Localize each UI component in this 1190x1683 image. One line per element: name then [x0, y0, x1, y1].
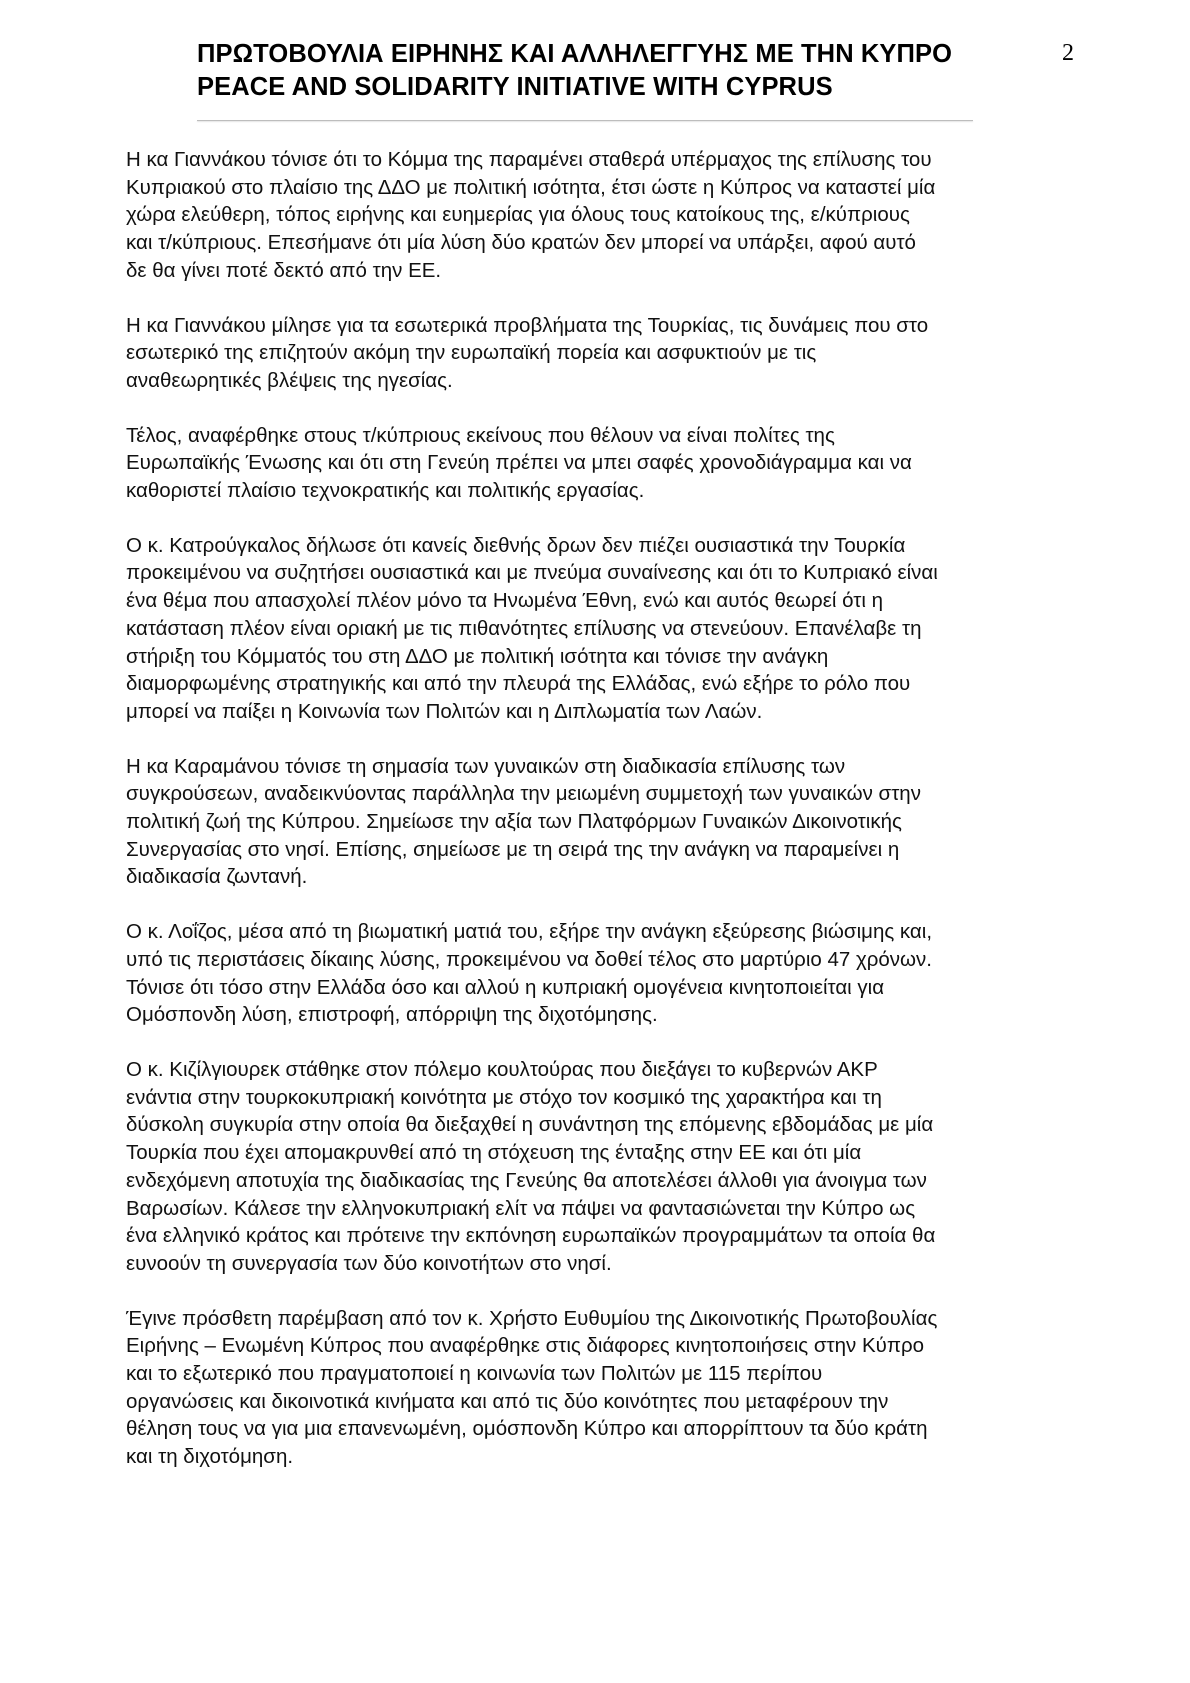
text-line: διαδικασία ζωντανή.: [126, 865, 308, 889]
text-line: δε θα γίνει ποτέ δεκτό από την ΕΕ.: [126, 258, 442, 282]
text-line: και το εξωτερικό που πραγματοποιεί η κοινωνία των Πολιτών με 115 περίπου: [126, 1362, 823, 1386]
paragraph: [126, 312, 1076, 395]
text-line: και τ/κύπριους. Επεσήμανε ότι μία λύση δύο κρατών δεν μπορεί να υπάρξει, αφού αυτό: [126, 231, 916, 255]
text-line: Έγινε πρόσθετη παρέμβαση από τον κ. Χρήστο Ευθυμίου της Δικοινοτικής Πρωτοβουλίας: [126, 1306, 938, 1330]
page-number: 2: [1062, 40, 1074, 66]
text-line: Συνεργασίας στο νησί. Επίσης, σημείωσε με τη σειρά της την ανάγκη να παραμείνει η: [126, 837, 900, 861]
text-line: συγκρούσεων, αναδεικνύοντας παράλληλα την μειωμένη συμμετοχή των γυναικών στην: [126, 782, 921, 806]
text-line: καθοριστεί πλαίσιο τεχνοκρατικής και πολιτικής εργασίας.: [126, 479, 645, 503]
document-body: [126, 146, 1076, 1498]
document-header: [197, 38, 977, 104]
text-line: Κυπριακού στο πλαίσιο της ΔΔΟ με πολιτική ισότητα, έτσι ώστε η Κύπρος να καταστεί μία: [126, 175, 936, 199]
text-line: και τη διχοτόμηση.: [126, 1445, 294, 1469]
text-line: προκειμένου να συζητήσει ουσιαστικά και με πνεύμα συναίνεσης και ότι το Κυπριακό είναι: [126, 561, 938, 585]
paragraph: [126, 1305, 1076, 1471]
paragraph: [126, 1056, 1076, 1278]
text-line: Η κα Καραμάνου τόνισε τη σημασία των γυναικών στη διαδικασία επίλυσης των: [126, 754, 846, 778]
text-line: μπορεί να παίξει η Κοινωνία των Πολιτών και η Διπλωματία των Λαών.: [126, 699, 763, 723]
header-divider: [197, 120, 973, 121]
text-line: Ομόσπονδη λύση, επιστροφή, απόρριψη της διχοτόμησης.: [126, 1003, 658, 1027]
text-line: Τουρκία που έχει απομακρυνθεί από τη στόχευση της ένταξης στην ΕΕ και ότι μία: [126, 1141, 862, 1165]
paragraph: [126, 422, 1076, 505]
header-title-greek: ΠΡΩΤΟΒΟΥΛΙΑ ΕΙΡΗΝΗΣ ΚΑΙ ΑΛΛΗΛΕΓΓΥΗΣ ΜΕ ΤΗΝ ΚΥΠΡΟ: [197, 40, 953, 68]
text-line: Ο κ. Κιζίλγιουρεκ στάθηκε στον πόλεμο κουλτούρας που διεξάγει το κυβερνών ΑΚΡ: [126, 1057, 878, 1081]
text-line: ενάντια στην τουρκοκυπριακή κοινότητα με στόχο τον κοσμικό της χαρακτήρα και τη: [126, 1085, 882, 1109]
text-line: εσωτερικό της επιζητούν ακόμη την ευρωπαϊκή πορεία και ασφυκτιούν με τις: [126, 341, 817, 365]
text-line: θέληση τους να για μια επανενωμένη, ομόσπονδη Κύπρο και απορρίπτουν τα δύο κράτη: [126, 1417, 928, 1441]
text-line: Ο κ. Κατρούγκαλος δήλωσε ότι κανείς διεθνής δρων δεν πιέζει ουσιαστικά την Τουρκία: [126, 533, 906, 557]
text-line: οργανώσεις και δικοινοτικά κινήματα και από τις δύο κοινότητες που μεταφέρουν την: [126, 1389, 889, 1413]
text-line: Τόνισε ότι τόσο στην Ελλάδα όσο και αλλού η κυπριακή ομογένεια κινητοποιείται για: [126, 975, 885, 999]
text-line: Ειρήνης – Ενωμένη Κύπρος που αναφέρθηκε στις διάφορες κινητοποιήσεις στην Κύπρο: [126, 1334, 925, 1358]
paragraph: [126, 918, 1076, 1029]
text-line: διαμορφωμένης στρατηγικής και από την πλευρά της Ελλάδας, ενώ εξήρε το ρόλο που: [126, 672, 911, 696]
text-line: αναθεωρητικές βλέψεις της ηγεσίας.: [126, 368, 453, 392]
text-line: ευνοούν τη συνεργασία των δύο κοινοτήτων στο νησί.: [126, 1251, 612, 1275]
text-line: στήριξη του Κόμματός του στη ΔΔΟ με πολιτική ισότητα και τόνισε την ανάγκη: [126, 644, 829, 668]
text-line: Η κα Γιαννάκου μίλησε για τα εσωτερικά προβλήματα της Τουρκίας, τις δυνάμεις που στο: [126, 313, 929, 337]
text-line: κατάσταση πλέον είναι οριακή με τις πιθανότητες επίλυσης να στενεύουν. Επανέλαβε τη: [126, 616, 922, 640]
paragraph: [126, 146, 1076, 285]
paragraph: [126, 753, 1076, 892]
text-line: υπό τις περιστάσεις δίκαιης λύσης, προκειμένου να δοθεί τέλος στο μαρτύριο 47 χρόνων.: [126, 947, 932, 971]
text-line: Ευρωπαϊκής Ένωσης και ότι στη Γενεύη πρέπει να μπει σαφές χρονοδιάγραμμα και να: [126, 451, 912, 475]
header-title-english: PEACE AND SOLIDARITY INITIATIVE WITH CYPRUS: [197, 73, 833, 101]
text-line: ένα ελληνικό κράτος και πρότεινε την εκπόνηση ευρωπαϊκών προγραμμάτων τα οποία θα: [126, 1224, 936, 1248]
text-line: δύσκολη συγκυρία στην οποία θα διεξαχθεί η συνάντηση της επόμενης εβδομάδας με μία: [126, 1113, 934, 1137]
text-line: Βαρωσίων. Κάλεσε την ελληνοκυπριακή ελίτ να πάψει να φαντασιώνεται την Κύπρο ως: [126, 1196, 916, 1220]
text-line: πολιτική ζωή της Κύπρου. Σημείωσε την αξία των Πλατφόρμων Γυναικών Δικοινοτικής: [126, 810, 902, 834]
text-line: Ο κ. Λοΐζος, μέσα από τη βιωματική ματιά του, εξήρε την ανάγκη εξεύρεσης βιώσιμης και,: [126, 920, 933, 944]
text-line: Η κα Γιαννάκου τόνισε ότι το Κόμμα της παραμένει σταθερά υπέρμαχος της επίλυσης του: [126, 148, 932, 171]
text-line: ένα θέμα που απασχολεί πλέον μόνο τα Ηνωμένα Έθνη, ενώ και αυτός θεωρεί ότι η: [126, 589, 883, 613]
paragraph: [126, 532, 1076, 726]
text-line: ενδεχόμενη αποτυχία της διαδικασίας της Γενεύης θα αποτελέσει άλλοθι για άνοιγμα των: [126, 1168, 927, 1192]
text-line: Τέλος, αναφέρθηκε στους τ/κύπριους εκείνους που θέλουν να είναι πολίτες της: [126, 423, 835, 447]
text-line: χώρα ελεύθερη, τόπος ειρήνης και ευημερίας για όλους τους κατοίκους της, ε/κύπριους: [126, 203, 910, 227]
